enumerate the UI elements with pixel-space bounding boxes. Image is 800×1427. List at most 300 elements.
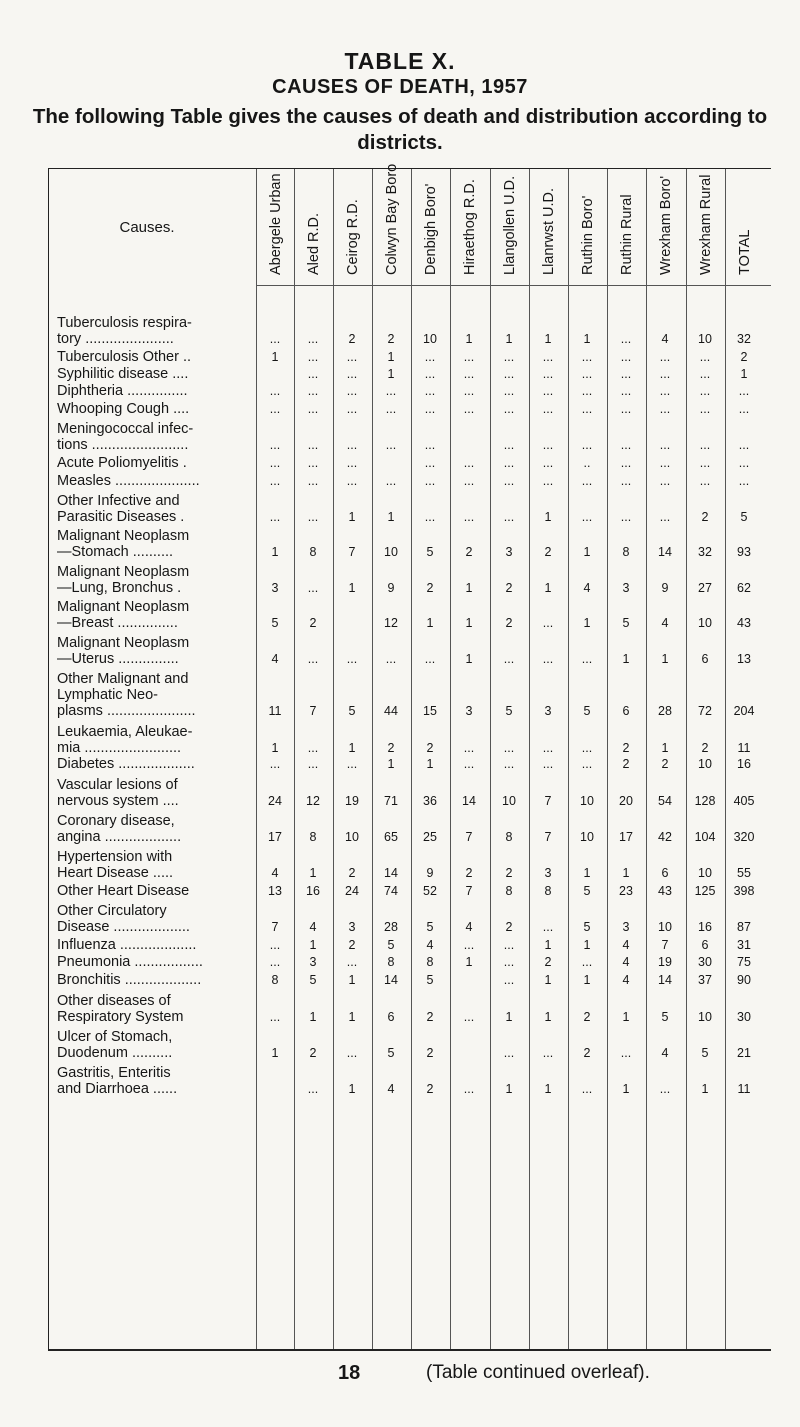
table-cell: 1: [465, 332, 473, 346]
district-column-label: Colwyn Bay Boro: [383, 163, 400, 275]
table-row: [49, 313, 771, 347]
table-cell: 5: [426, 545, 434, 559]
table-cell: 2: [426, 581, 434, 595]
table-row: [49, 1027, 771, 1061]
cause-label-line: plasms ......................: [57, 703, 196, 719]
table-cell: ...: [659, 456, 671, 470]
table-cell: 5: [622, 616, 630, 630]
table-cell: ...: [503, 973, 515, 987]
table-cell: ...: [269, 1010, 281, 1024]
table-cell: 1: [544, 1010, 552, 1024]
cause-label: [57, 421, 257, 453]
table-cell: ...: [581, 955, 593, 969]
table-cell: ...: [346, 367, 358, 381]
table-cell: 5: [701, 1046, 709, 1060]
cause-label-line: Influenza ...................: [57, 937, 197, 953]
total-cell: 21: [737, 1046, 751, 1060]
table-row: [49, 526, 771, 560]
table-cell: 4: [661, 616, 669, 630]
table-cell: 1: [348, 581, 356, 595]
table-cell: 2: [701, 741, 709, 755]
table-cell: ...: [503, 652, 515, 666]
table-cell: ...: [581, 402, 593, 416]
total-cell: 398: [733, 884, 755, 898]
table-cell: ...: [581, 384, 593, 398]
district-column-label: Hiraethog R.D.: [461, 179, 478, 275]
table-cell: 10: [345, 830, 359, 844]
table-cell: 43: [658, 884, 672, 898]
table-row: [49, 471, 771, 489]
table-cell: 1: [309, 938, 317, 952]
table-cell: 4: [271, 652, 279, 666]
district-column-label: Ceirog R.D.: [344, 199, 361, 275]
table-cell: 10: [698, 866, 712, 880]
table-cell: 1: [622, 652, 630, 666]
table-row: [49, 935, 771, 953]
table-row: [49, 847, 771, 881]
total-cell: ...: [738, 402, 750, 416]
table-cell: 4: [271, 866, 279, 880]
table-cell: ...: [385, 384, 397, 398]
table-cell: ...: [581, 367, 593, 381]
table-cell: ...: [699, 402, 711, 416]
cause-label: [57, 528, 257, 560]
cause-label-line: —Breast ...............: [57, 615, 178, 631]
table-cell: 10: [580, 830, 594, 844]
table-cell: ...: [307, 652, 319, 666]
table-row: [49, 901, 771, 935]
cause-label: [57, 777, 257, 809]
table-cell: ...: [503, 438, 515, 452]
table-cell: ...: [503, 402, 515, 416]
table-cell: 2: [544, 955, 552, 969]
table-cell: 1: [544, 581, 552, 595]
table-cell: ...: [385, 652, 397, 666]
table-cell: 1: [583, 973, 591, 987]
table-row: [49, 811, 771, 845]
table-cell: 7: [465, 884, 473, 898]
table-cell: ...: [620, 350, 632, 364]
table-cell: 4: [622, 938, 630, 952]
district-column-label: Aled R.D.: [305, 212, 322, 275]
table-cell: 2: [465, 866, 473, 880]
table-cell: 2: [544, 545, 552, 559]
table-cell: 2: [348, 866, 356, 880]
table-cell: 104: [694, 830, 716, 844]
continued-note: (Table continued overleaf).: [426, 1362, 650, 1383]
table-cell: 2: [505, 616, 513, 630]
table-row: [49, 381, 771, 399]
table-row: [49, 991, 771, 1025]
table-cell: 2: [583, 1046, 591, 1060]
cause-label: [57, 903, 257, 935]
table-cell: ...: [620, 332, 632, 346]
table-cell: 1: [465, 955, 473, 969]
table-cell: ...: [659, 438, 671, 452]
table-cell: ...: [699, 456, 711, 470]
table-cell: 1: [544, 332, 552, 346]
cause-label-line: Pneumonia .................: [57, 954, 203, 970]
table-cell: ...: [346, 652, 358, 666]
table-cell: 1: [622, 1010, 630, 1024]
table-cell: ...: [424, 438, 436, 452]
table-cell: ...: [581, 652, 593, 666]
table-row: [49, 399, 771, 417]
total-cell: 90: [737, 973, 751, 987]
table-cell: ...: [503, 938, 515, 952]
cause-label-line: Heart Disease .....: [57, 865, 174, 881]
table-cell: 8: [426, 955, 434, 969]
total-cell: 5: [740, 510, 748, 524]
table-row: [49, 775, 771, 809]
table-cell: 44: [384, 704, 398, 718]
table-cell: 5: [583, 704, 591, 718]
cause-label-line: mia ........................: [57, 740, 182, 756]
table-cell: 2: [309, 1046, 317, 1060]
table-cell: ...: [581, 438, 593, 452]
table-cell: 8: [309, 830, 317, 844]
table-cell: 2: [465, 545, 473, 559]
table-cell: ...: [542, 456, 554, 470]
table-cell: 1: [701, 1082, 709, 1096]
table-cell: 3: [465, 704, 473, 718]
table-cell: ...: [542, 741, 554, 755]
table-cell: 10: [698, 332, 712, 346]
table-cell: ...: [463, 474, 475, 488]
total-cell: 62: [737, 581, 751, 595]
table-cell: 1: [348, 741, 356, 755]
table-cell: 2: [348, 938, 356, 952]
table-cell: ...: [503, 955, 515, 969]
total-cell: 11: [737, 1082, 751, 1096]
table-cell: 5: [271, 616, 279, 630]
district-column-label: Abergele Urban: [267, 173, 284, 275]
table-cell: 8: [505, 830, 513, 844]
cause-label: [57, 883, 257, 899]
table-cell: ...: [542, 350, 554, 364]
table-cell: 1: [544, 1082, 552, 1096]
table-cell: ...: [463, 741, 475, 755]
table-cell: 2: [622, 757, 630, 771]
table-cell: ...: [699, 350, 711, 364]
total-cell: ...: [738, 456, 750, 470]
total-cell: 87: [737, 920, 751, 934]
cause-label-line: Diabetes ...................: [57, 756, 195, 772]
table-cell: 1: [271, 1046, 279, 1060]
table-cell: 1: [426, 616, 434, 630]
table-cell: 1: [583, 545, 591, 559]
table-cell: ...: [307, 1082, 319, 1096]
table-cell: ...: [503, 456, 515, 470]
table-cell: 1: [387, 510, 395, 524]
total-cell: 32: [737, 332, 751, 346]
cause-label: [57, 315, 257, 347]
table-cell: 5: [583, 920, 591, 934]
table-cell: 2: [426, 1010, 434, 1024]
table-cell: 1: [426, 757, 434, 771]
table-cell: 5: [387, 938, 395, 952]
cause-label-line: Vascular lesions of: [57, 777, 178, 793]
cause-label-line: Malignant Neoplasm: [57, 564, 190, 580]
table-cell: ...: [542, 757, 554, 771]
table-cell: ...: [659, 402, 671, 416]
district-column-label: Ruthin Boro': [579, 195, 596, 275]
table-cell: 1: [661, 652, 669, 666]
table-cell: 12: [384, 616, 398, 630]
total-cell: ...: [738, 438, 750, 452]
cause-label: [57, 401, 257, 417]
table-cell: 1: [348, 973, 356, 987]
table-cell: ...: [699, 384, 711, 398]
cause-label: [57, 366, 257, 382]
table-cell: 5: [583, 884, 591, 898]
table-cell: ...: [269, 757, 281, 771]
table-cell: 10: [423, 332, 437, 346]
table-cell: 4: [583, 581, 591, 595]
cause-label: [57, 599, 257, 631]
table-cell: ...: [503, 350, 515, 364]
table-cell: ...: [307, 350, 319, 364]
table-cell: 2: [348, 332, 356, 346]
table-cell: 10: [658, 920, 672, 934]
cause-label-line: —Stomach ..........: [57, 544, 174, 560]
cause-label-line: Leukaemia, Aleukae-: [57, 724, 193, 740]
table-cell: ...: [269, 938, 281, 952]
table-cell: ...: [503, 757, 515, 771]
table-cell: 1: [465, 581, 473, 595]
cause-label-line: Lymphatic Neo-: [57, 687, 159, 703]
table-cell: ...: [620, 402, 632, 416]
table-cell: 10: [698, 616, 712, 630]
table-cell: 2: [505, 866, 513, 880]
cause-label-line: Tuberculosis Other ..: [57, 349, 192, 365]
table-cell: 1: [583, 616, 591, 630]
table-cell: 3: [348, 920, 356, 934]
table-cell: 6: [701, 652, 709, 666]
table-cell: ...: [620, 474, 632, 488]
table-cell: ...: [307, 456, 319, 470]
cause-label-line: —Lung, Bronchus .: [57, 580, 182, 596]
cause-label: [57, 473, 257, 489]
table-cell: 1: [505, 1010, 513, 1024]
table-cell: 9: [661, 581, 669, 595]
total-cell: 31: [737, 938, 751, 952]
table-cell: 2: [387, 741, 395, 755]
table-cell: 1: [505, 1082, 513, 1096]
table-cell: 8: [544, 884, 552, 898]
table-cell: ...: [463, 757, 475, 771]
table-cell: 37: [698, 973, 712, 987]
table-cell: 9: [387, 581, 395, 595]
table-cell: ...: [269, 332, 281, 346]
table-cell: 15: [423, 704, 437, 718]
table-cell: ...: [269, 474, 281, 488]
table-cell: ...: [542, 920, 554, 934]
table-cell: 1: [465, 652, 473, 666]
table-cell: 3: [622, 920, 630, 934]
table-cell: ...: [542, 367, 554, 381]
cause-label-line: tions ........................: [57, 437, 189, 453]
table-cell: 6: [701, 938, 709, 952]
table-cell: 14: [384, 866, 398, 880]
table-cell: 5: [426, 973, 434, 987]
table-cell: ...: [307, 384, 319, 398]
table-cell: ...: [385, 438, 397, 452]
table-cell: ...: [581, 350, 593, 364]
table-cell: ...: [269, 510, 281, 524]
table-cell: 28: [658, 704, 672, 718]
table-cell: ...: [620, 367, 632, 381]
total-cell: 13: [737, 652, 751, 666]
table-cell: 23: [619, 884, 633, 898]
table-cell: ...: [463, 1082, 475, 1096]
cause-label-line: Acute Poliomyelitis .: [57, 455, 187, 471]
table-cell: 3: [544, 866, 552, 880]
table-cell: ...: [463, 456, 475, 470]
table-cell: ...: [307, 474, 319, 488]
table-cell: 6: [661, 866, 669, 880]
table-cell: 12: [306, 794, 320, 808]
table-cell: ...: [424, 402, 436, 416]
table-cell: 11: [268, 704, 282, 718]
table-cell: ...: [542, 384, 554, 398]
table-row: [49, 347, 771, 365]
cause-label-line: Syphilitic disease ....: [57, 366, 189, 382]
table-cell: ...: [503, 741, 515, 755]
cause-label: [57, 993, 257, 1025]
table-cell: 2: [583, 1010, 591, 1024]
table-cell: 5: [387, 1046, 395, 1060]
table-cell: 2: [505, 920, 513, 934]
table-cell: 5: [309, 973, 317, 987]
total-cell: ...: [738, 474, 750, 488]
table-cell: 1: [348, 510, 356, 524]
table-row: [49, 633, 771, 667]
table-cell: 8: [622, 545, 630, 559]
table-cell: ...: [307, 332, 319, 346]
table-cell: ...: [581, 474, 593, 488]
table-cell: 1: [583, 866, 591, 880]
table-cell: 1: [271, 545, 279, 559]
table-cell: 17: [268, 830, 282, 844]
table-cell: ...: [463, 402, 475, 416]
table-cell: ...: [307, 581, 319, 595]
table-cell: 7: [544, 794, 552, 808]
table-cell: ...: [542, 1046, 554, 1060]
table-cell: ...: [581, 741, 593, 755]
table-cell: ...: [503, 474, 515, 488]
total-cell: 30: [737, 1010, 751, 1024]
cause-label-line: Diphtheria ...............: [57, 383, 188, 399]
table-cell: ...: [581, 510, 593, 524]
table-cell: 13: [268, 884, 282, 898]
table-cell: ...: [659, 510, 671, 524]
page-number: 18: [338, 1362, 361, 1384]
total-cell: 2: [740, 350, 748, 364]
table-cell: 4: [622, 955, 630, 969]
table-cell: 2: [505, 581, 513, 595]
table-row: [49, 952, 771, 970]
table-cell: 2: [701, 510, 709, 524]
cause-label: [57, 383, 257, 399]
table-cell: 25: [423, 830, 437, 844]
table-cell: ...: [659, 384, 671, 398]
table-cell: 6: [387, 1010, 395, 1024]
table-cell: 1: [309, 866, 317, 880]
table-cell: 24: [345, 884, 359, 898]
table-cell: 4: [309, 920, 317, 934]
cause-label: [57, 756, 257, 772]
total-cell: 405: [733, 794, 755, 808]
table-cell: ...: [542, 402, 554, 416]
table-cell: ...: [385, 474, 397, 488]
table-row: [49, 453, 771, 471]
cause-label-line: Meningococcal infec-: [57, 421, 194, 437]
table-cell: 1: [544, 510, 552, 524]
table-row: [49, 669, 771, 719]
district-column-label: Llangollen U.D.: [501, 175, 518, 275]
table-cell: 36: [423, 794, 437, 808]
table-cell: ...: [542, 616, 554, 630]
table-cell: ...: [346, 350, 358, 364]
table-cell: ...: [307, 438, 319, 452]
table-cell: 2: [387, 332, 395, 346]
table-cell: ...: [503, 510, 515, 524]
table-cell: 7: [465, 830, 473, 844]
table-row: [49, 970, 771, 988]
cause-label: [57, 849, 257, 881]
cause-label-line: —Uterus ...............: [57, 651, 179, 667]
total-cell: 204: [733, 704, 755, 718]
table-row: [49, 491, 771, 525]
table-cell: 10: [384, 545, 398, 559]
table-cell: 1: [387, 350, 395, 364]
table-cell: ...: [346, 438, 358, 452]
table-cell: 1: [544, 973, 552, 987]
table-number: TABLE X.: [344, 48, 456, 74]
table-cell: 4: [661, 332, 669, 346]
table-cell: 7: [271, 920, 279, 934]
cause-label-line: Hypertension with: [57, 849, 173, 865]
table-row: [49, 364, 771, 382]
cause-label-line: Other Circulatory: [57, 903, 167, 919]
table-cell: 125: [694, 884, 716, 898]
table-cell: ...: [346, 955, 358, 969]
table-cell: 16: [698, 920, 712, 934]
table-cell: ...: [620, 456, 632, 470]
causes-column-header: Causes.: [119, 219, 175, 236]
table-cell: ...: [620, 384, 632, 398]
table-cell: ...: [620, 438, 632, 452]
district-column-label: Wrexham Boro': [657, 175, 674, 275]
table-cell: 4: [622, 973, 630, 987]
table-cell: ...: [346, 757, 358, 771]
table-cell: 74: [384, 884, 398, 898]
table-cell: 2: [426, 741, 434, 755]
table-cell: 1: [348, 1082, 356, 1096]
table-cell: 72: [698, 704, 712, 718]
table-cell: ...: [307, 367, 319, 381]
table-cell: 3: [544, 704, 552, 718]
cause-label: [57, 724, 257, 756]
cause-label: [57, 1065, 257, 1097]
table-cell: ...: [463, 367, 475, 381]
table-cell: 6: [622, 704, 630, 718]
table-cell: 1: [622, 1082, 630, 1096]
table-cell: ...: [424, 474, 436, 488]
cause-label-line: Malignant Neoplasm: [57, 528, 190, 544]
table-cell: 9: [426, 866, 434, 880]
